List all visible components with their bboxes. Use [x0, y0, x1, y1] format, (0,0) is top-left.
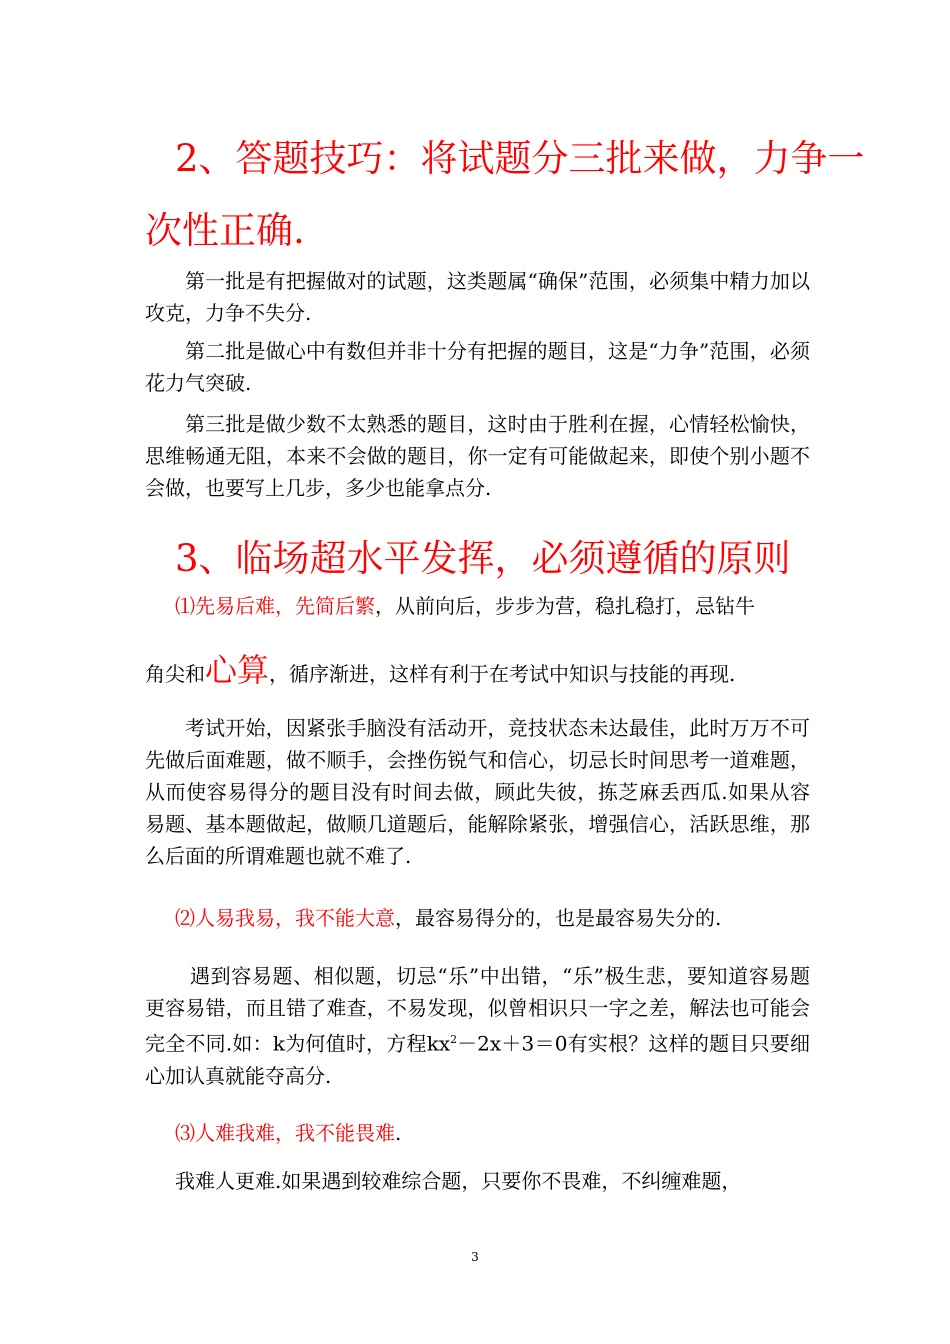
principle-three: [145, 1117, 810, 1149]
paragraph-exam-start: 考试开始，因紧张手脑没有活动开，竞技状态未达最佳，此时万万不可先做后面难题，做不顺手，会挫伤锐气和信心，切忌长时间思考一道难题，从而使容易得分的题目没有时间去做，顾此失彼，拣芝麻丢西瓜.如果从容易题、基本题做起，做顺几道题后，能解除紧张，增强信心，活跃思维，那么后面的所谓难题也就不难了.: [145, 716, 810, 868]
principle-one-line2: [145, 650, 810, 694]
principle-two-title: ⑵人易我易，我不能大意: [175, 906, 395, 930]
paragraph-batch-one: 第一批是有把握做对的试题，这类题属“确保”范围，必须集中精力加以攻克，力争不失分.: [145, 269, 810, 325]
paragraph-easy-questions: [145, 960, 810, 1092]
principle-three-title: ⑶人难我难，我不能畏难: [175, 1121, 395, 1145]
principle-one-line1: [145, 590, 810, 622]
paragraph-hard-questions: 我难人更难.如果遇到较难综合题，只要你不畏难，不纠缠难题，: [175, 1169, 742, 1193]
exponent: 2: [450, 1033, 458, 1046]
easy-text-part2: －2x＋3＝0有实根？这样的题目只要细心加认真就能夺高分.: [145, 1031, 811, 1088]
paragraph-batch-three: 第三批是做少数不太熟悉的题目，这时由于胜利在握，心情轻松愉快，思维畅通无阻，本来不会做的题目，你一定有可能做起来，即使个别小题不会做，也要写上几步，多少也能拿点分.: [145, 412, 810, 500]
principle-one-text-b: ，循序渐进，这样有利于在考试中知识与技能的再现.: [269, 662, 736, 686]
principle-two: [145, 902, 810, 934]
principle-one-title: ⑴先易后难，先简后繁: [175, 594, 375, 618]
easy-text-part1: 遇到容易题、相似题，切忌“乐”中出错，“乐”极生悲，要知道容易题更容易错，而且错了难查，不易发现，似曾相识只一字之差，解法也可能会完全不同.如：k为何值时，方程kx: [145, 964, 810, 1056]
page-number: 3: [471, 1250, 479, 1264]
mental-calc-emphasis: 心算: [205, 651, 270, 689]
principle-three-text: .: [395, 1121, 402, 1145]
heading-answer-skills-line2: 次性正确.: [145, 209, 305, 252]
principle-two-text: ，最容易得分的，也是最容易失分的.: [395, 906, 722, 930]
paragraph-batch-two: 第二批是做心中有数但并非十分有把握的题目，这是“力争”范围，必须花力气突破.: [145, 339, 810, 395]
heading-answer-skills-line1: 2、答题技巧：将试题分三批来做，力争一: [175, 137, 865, 180]
principle-one-text: ，从前向后，步步为营，稳扎稳打，忌钻牛: [375, 594, 755, 618]
heading-principles: 3、临场超水平发挥，必须遵循的原则: [175, 537, 791, 580]
principle-one-text-a: 角尖和: [145, 662, 205, 686]
